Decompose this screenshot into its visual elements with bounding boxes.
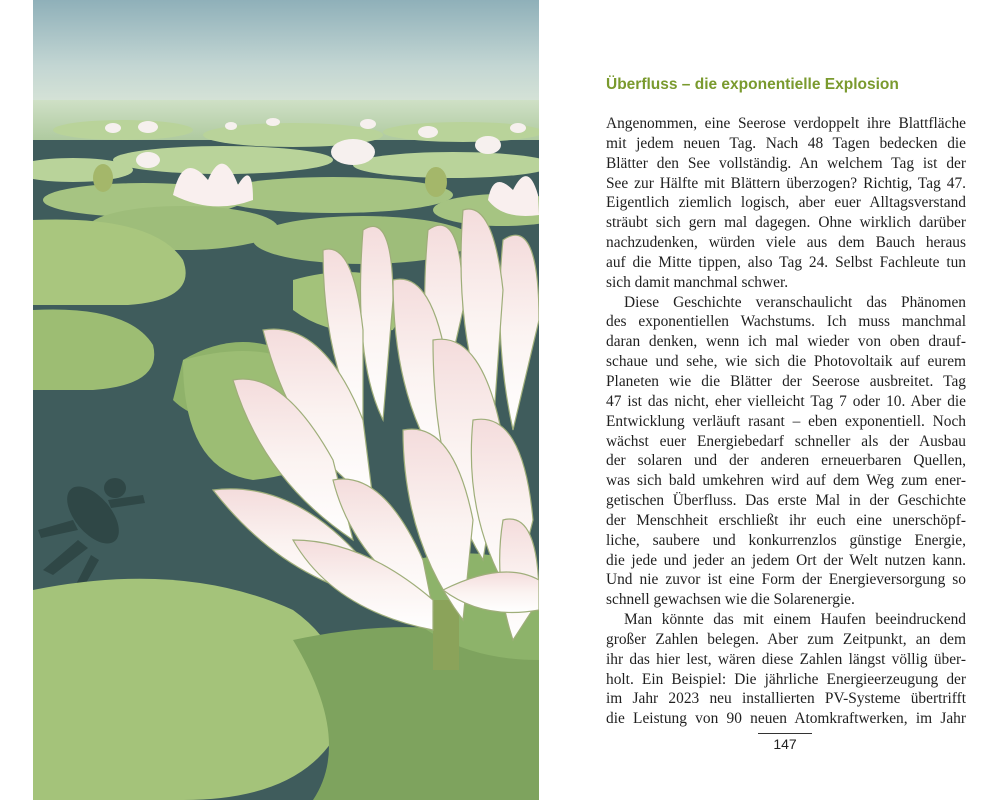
text-line: schaue und sehe, wie sich die Photovoltaik auf eurem — [606, 353, 966, 371]
text-line: großer Zahlen belegen. Aber zum Zeitpunkt, an dem — [606, 630, 966, 648]
text-line: Planeten wie die Blätter der Seerose ausbreitet. Tag — [606, 372, 966, 390]
text-line: Man könnte das mit einem Haufen beeindruckend — [624, 611, 966, 629]
page-number-rule — [758, 733, 812, 734]
text-line: liche, saubere und konkurrenzlos günstige Energie, — [606, 531, 966, 549]
text-line: sich damit manchmal schwer. — [606, 273, 789, 291]
text-line: daran denken, wenn ich mal wieder von oben drauf- — [606, 333, 966, 351]
text-line: Blätter den See vollständig. An welchem Tag ist der — [606, 154, 966, 172]
text-line: mit jedem neuen Tag. Nach 48 Tagen bedecken die — [606, 134, 966, 152]
page-number: 147 — [773, 736, 797, 752]
text-line: die Leistung von 90 neuen Atomkraftwerken, im Jahr — [606, 710, 966, 728]
section-heading: Überfluss – die exponentielle Explosion — [606, 76, 899, 93]
text-line: Und nie zuvor ist eine Form der Energieversorgung so — [606, 571, 966, 589]
text-line: auf die Mitte tippen, also Tag 24. Selbst Fachleute tun — [606, 253, 966, 271]
text-line: See zur Hälfte mit Blättern überzogen? Richtig, Tag 47. — [606, 174, 966, 192]
water-lily-illustration — [33, 0, 539, 800]
text-line: Eigentlich ziemlich logisch, aber euer Alltagsverstand — [606, 194, 966, 212]
text-line: Entwicklung verläuft rasant – eben exponentiell. Noch — [606, 412, 966, 430]
body-text — [606, 114, 966, 729]
text-line: Diese Geschichte veranschaulicht das Phänomen — [624, 293, 966, 311]
text-line: ihr das hier lest, wären diese Zahlen längst völlig über- — [606, 650, 966, 668]
text-line: sträubt sich gern mal dagegen. Ohne wirklich darüber — [606, 214, 966, 232]
text-line: Angenommen, eine Seerose verdoppelt ihre Blattfläche — [606, 115, 966, 132]
text-line: wächst euer Energiebedarf schneller als der Ausbau — [606, 432, 966, 450]
text-line: schnell gewachsen wie die Solarenergie. — [606, 591, 855, 609]
text-line: im Jahr 2023 neu installierten PV-Systeme übertrifft — [606, 690, 966, 708]
text-line: nachzudenken, würden viele aus dem Bauch heraus — [606, 234, 966, 252]
text-line: holt. Ein Beispiel: Die jährliche Energieerzeugung der — [606, 670, 966, 688]
text-line: der solaren und der anderen erneuerbaren Quellen, — [606, 452, 966, 470]
text-line: was sich bald umkehren wird auf dem Weg zum ener- — [606, 472, 966, 490]
text-line: getischen Überfluss. Das erste Mal in der Geschichte — [606, 492, 966, 510]
text-line: des exponentiellen Wachstums. Ich muss manchmal — [606, 313, 966, 331]
text-line: 47 ist das nicht, eher vielleicht Tag 7 oder 10. Aber die — [606, 392, 966, 410]
text-line: die jede und jeder an jedem Ort der Welt nutzen kann. — [606, 551, 966, 569]
text-page — [560, 0, 1000, 800]
text-line: der Menschheit erschließt ihr euch eine unerschöpf- — [606, 511, 966, 529]
